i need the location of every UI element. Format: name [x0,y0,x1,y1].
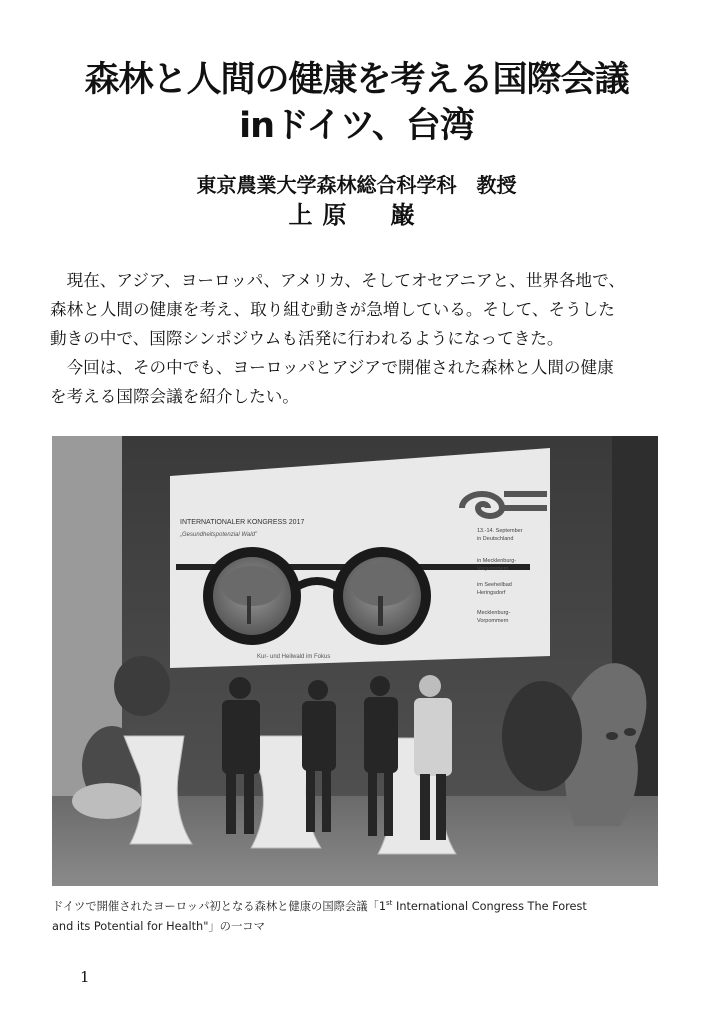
slide-bottom-text: Kur- und Heilwald im Fokus [257,654,331,660]
article-title-line-1: 森林と人間の健康を考える国際会議 [84,60,629,100]
cocktail-tables [124,736,456,854]
photo-caption [52,893,662,937]
text-line: を考える国際会議を紹介したい。 [50,387,299,406]
article-title-line-2: inドイツ、台湾 [239,106,474,146]
slide-region-2: Vorpommern [477,566,509,572]
text-line: 今回は、その中でも、ヨーロッパとアジアで開催された森林と人間の健康 [66,358,614,377]
slide-region-1: in Mecklenburg- [477,558,517,564]
text-line: 森林と人間の健康を考え、取り組む動きが急増している。そして、そうした [50,300,615,319]
author-name: 上原 巌 [288,201,425,229]
intro-paragraph-1 [50,266,670,353]
slide-venue-2: Heringsdorf [477,590,506,596]
page-number: 1 [80,968,90,986]
text-line: 現在、アジア、ヨーロッパ、アメリカ、そしてオセアニアと、世界各地で、 [66,271,625,290]
slide-venue-1: im Seeheilbad [477,582,512,588]
slide-title: INTERNATIONALER KONGRESS 2017 [180,519,305,526]
caption-text: ドイツで開催されたヨーロッパ初となる森林と健康の国際会議「1 [52,899,387,913]
conference-photo-illustration [52,436,658,886]
caption-line-2: and its Potential for Health"」の一コマ [52,919,265,933]
slide-country: in Deutschland [477,536,514,542]
conference-photo [52,436,658,886]
slide-logo-1: Mecklenburg- [477,610,511,616]
slide-subtitle: „Gesundheitspotenzial Wald" [180,532,258,538]
text-line: 動きの中で、国際シンポジウムも活発に行われるようになってきた。 [50,329,564,348]
slide-date: 13.-14. September [477,528,523,534]
right-plant [502,681,582,791]
slide-logo-2: Vorpommern [477,618,509,624]
caption-text: International Congress The Forest [392,899,587,913]
intro-paragraph-2 [50,353,670,411]
caption-superscript: st [386,899,393,907]
author-affiliation: 東京農業大学森林総合科学科 教授 [196,173,517,197]
caption-line-1 [52,893,662,917]
